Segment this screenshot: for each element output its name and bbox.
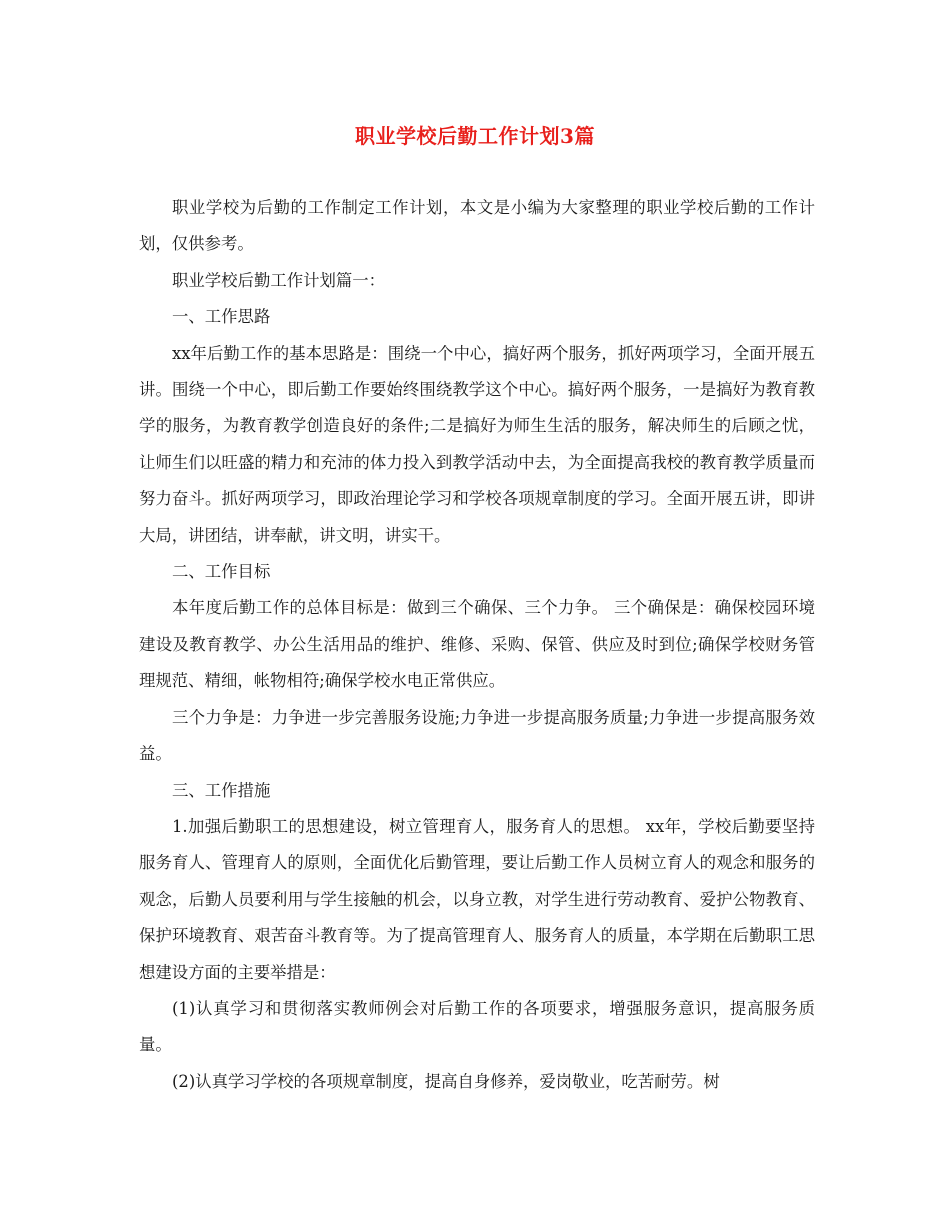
paragraph-work-goals: 本年度后勤工作的总体目标是：做到三个确保、三个力争。 三个确保是：确保校园环境建设及教育教学、办公生活用品的维护、维修、采购、保管、供应及时到位;确保学校财务管理规范、精细，帐物相符;确保学校水电正常供应。 — [139, 598, 815, 691]
document-body — [139, 190, 815, 1100]
section-heading-work-ideas: 一、工作思路 — [172, 307, 271, 327]
section-heading-work-measures: 三、工作措施 — [172, 780, 271, 800]
paragraph-measure-1: 1.加强后勤职工的思想建设，树立管理育人，服务育人的思想。 xx年，学校后勤要坚持服务育人、管理育人的原则，全面优化后勤管理，要让后勤工作人员树立育人的观念和服务的观念，后勤人员要利用与学生接触的机会，以身立教，对学生进行劳动教育、爱护公物教育、保护环境教育、艰苦奋斗教育等。为了提高管理育人、服务育人的质量，本学期在后勤职工思想建设方面的主要举措是： — [139, 816, 815, 982]
paragraph-measure-1-item-2: (2)认真学习学校的各项规章制度，提高自身修养，爱岗敬业，吃苦耐劳。树 — [172, 1071, 720, 1091]
paragraph-intro: 职业学校为后勤的工作制定工作计划，本文是小编为大家整理的职业学校后勤的工作计划，仅供参考。 — [139, 198, 815, 254]
document-title: 职业学校后勤工作计划3篇 — [355, 124, 595, 148]
paragraph-work-ideas: xx年后勤工作的基本思路是：围绕一个中心，搞好两个服务，抓好两项学习，全面开展五讲。围绕一个中心，即后勤工作要始终围绕教学这个中心。搞好两个服务，一是搞好为教育教学的服务，为教育教学创造良好的条件;二是搞好为师生生活的服务，解决师生的后顾之忧，让师生们以旺盛的精力和充沛的体力投入到教学活动中去，为全面提高我校的教育教学质量而努力奋斗。抓好两项学习，即政治理论学习和学校各项规章制度的学习。全面开展五讲，即讲大局，讲团结，讲奉献，讲文明，讲实干。 — [139, 343, 815, 545]
paragraph-measure-1-item-1: (1)认真学习和贯彻落实教师例会对后勤工作的各项要求，增强服务意识，提高服务质量。 — [139, 998, 815, 1055]
section-heading-work-goals: 二、工作目标 — [172, 562, 271, 582]
paragraph-part-one-heading: 职业学校后勤工作计划篇一： — [172, 270, 386, 290]
paragraph-three-strives: 三个力争是：力争进一步完善服务设施;力争进一步提高服务质量;力争进一步提高服务效益。 — [139, 707, 815, 764]
